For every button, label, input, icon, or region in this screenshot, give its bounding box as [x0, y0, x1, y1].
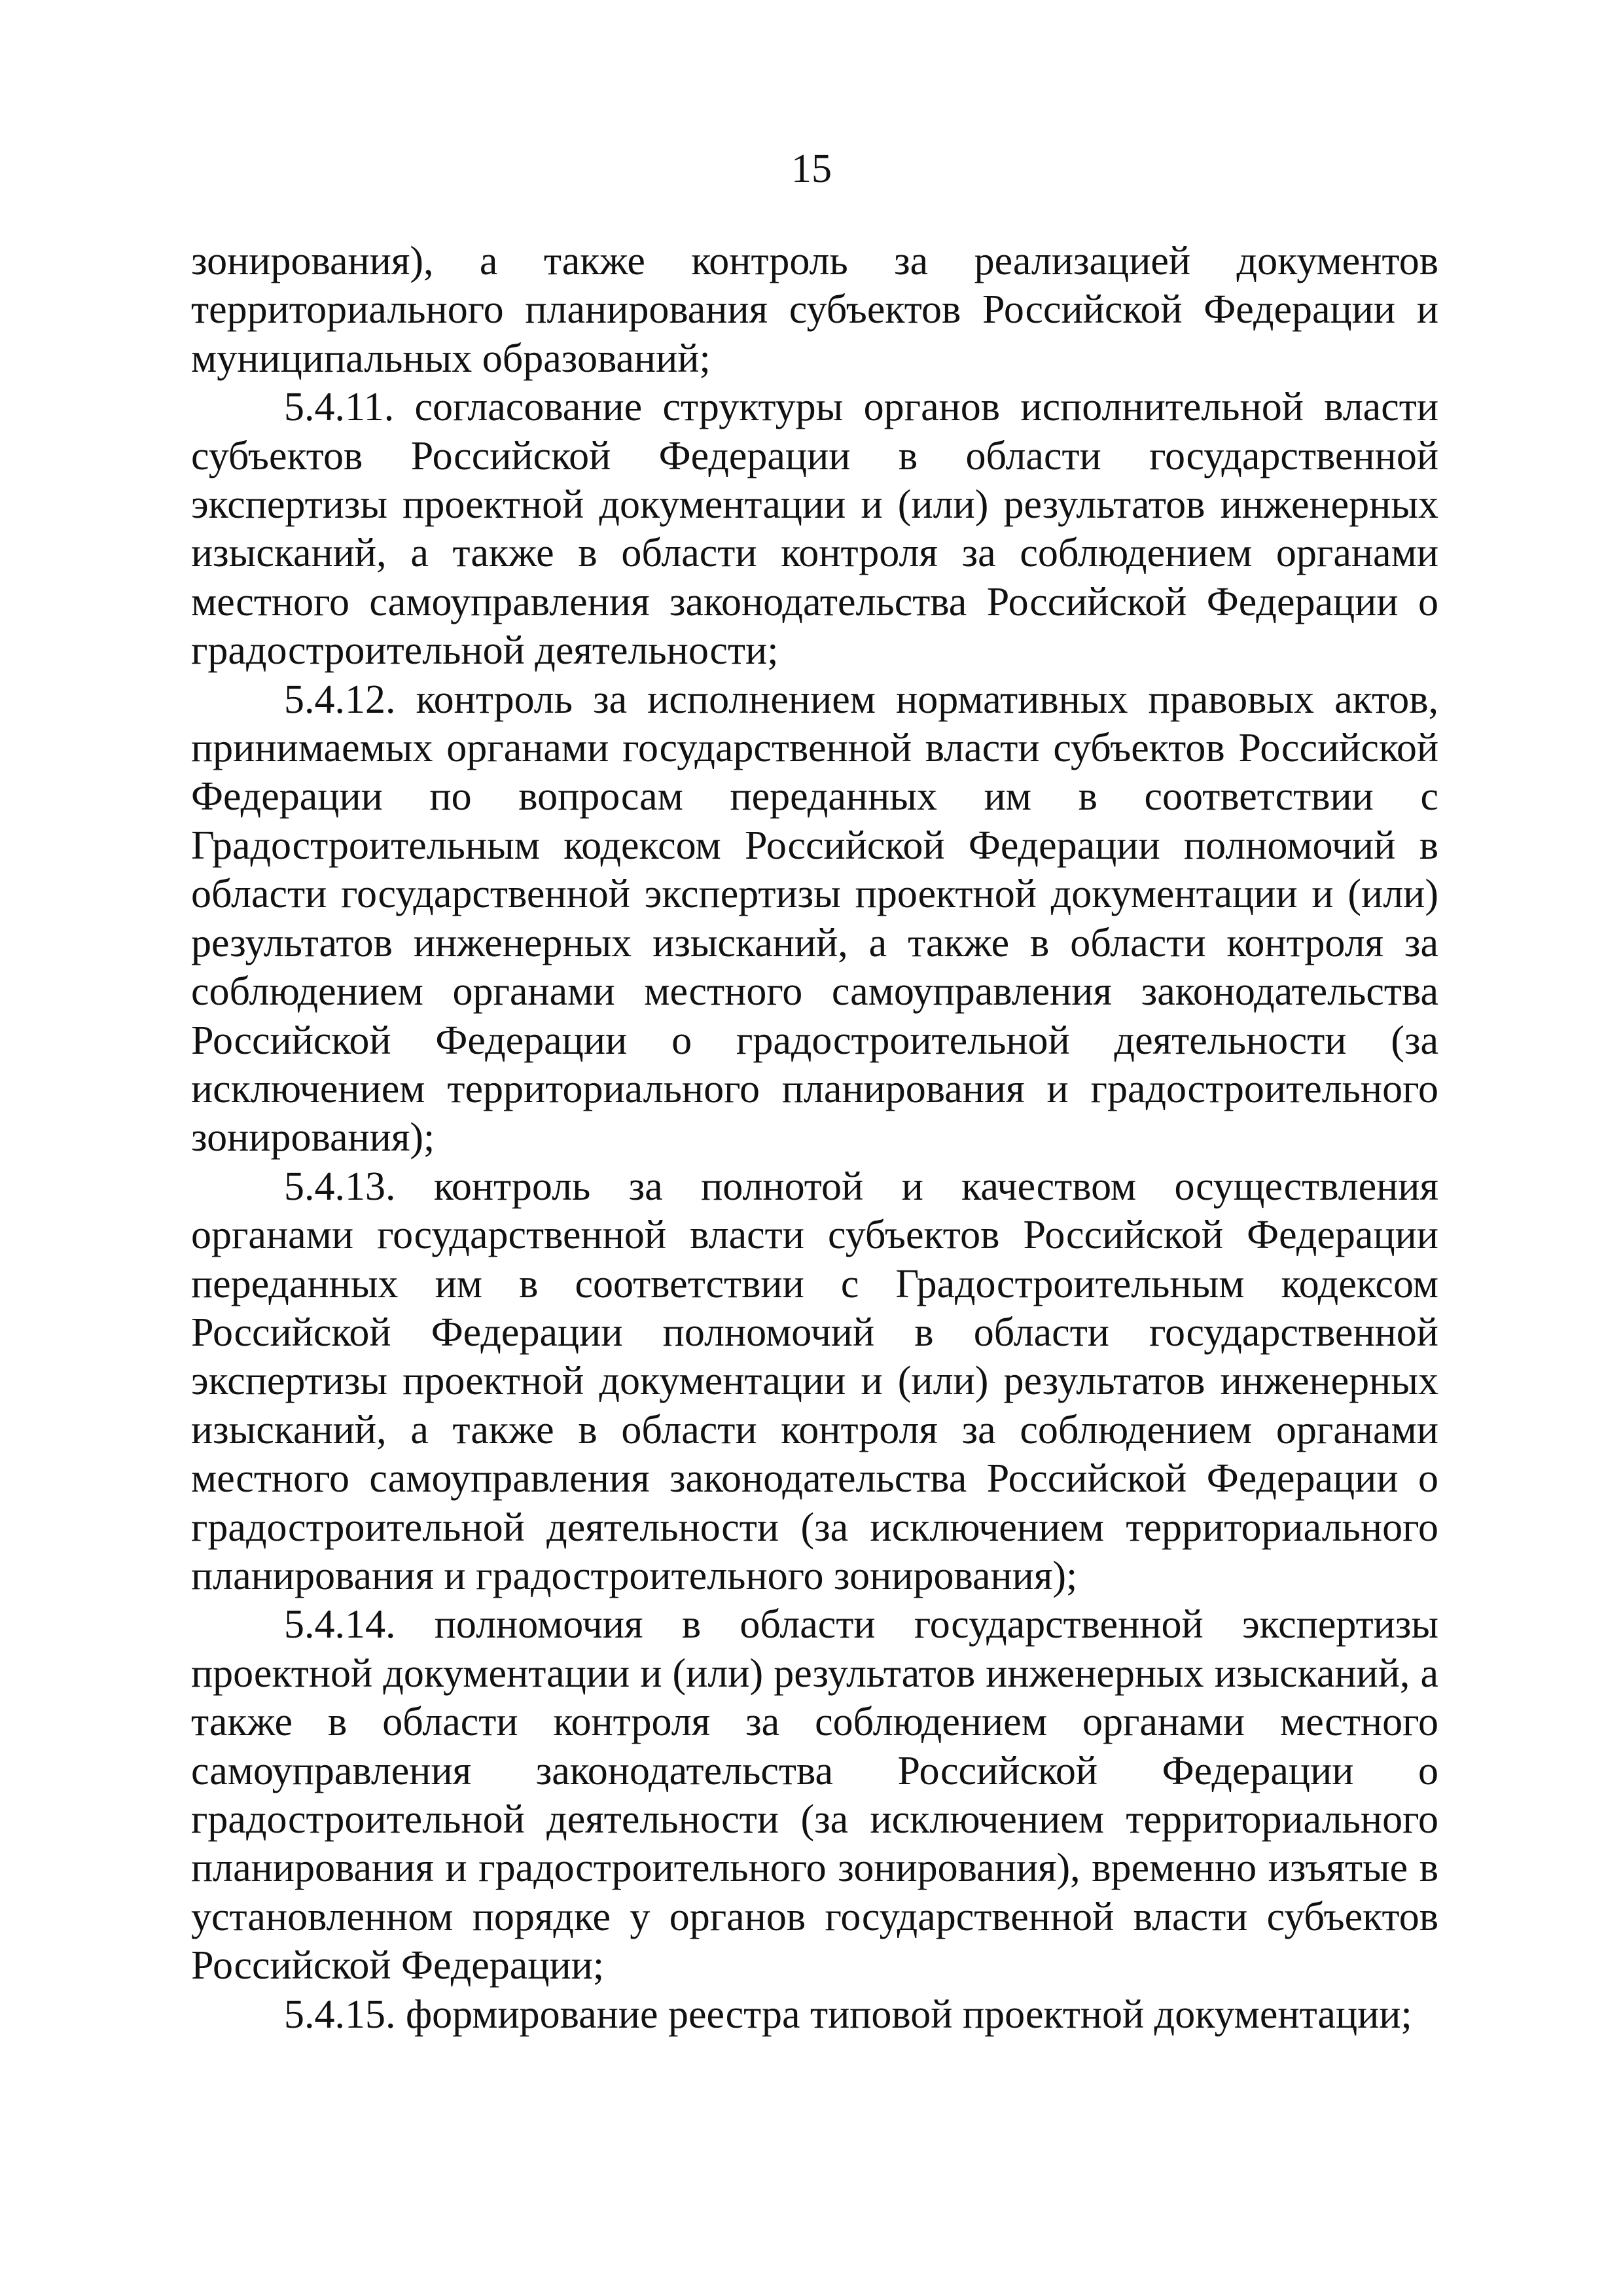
page-number: 15 [791, 147, 832, 191]
paragraph-5-4-15: 5.4.15. формирование реестра типовой проектной документации; [284, 1992, 1412, 2037]
paragraph-5-4-14: 5.4.14. полномочия в области государственной экспертизы проектной документации и (или) результатов инженерных изысканий, а также в области контроля за соблюдением органами местного самоуправления законодательства Российской Федерации о градостроительной деятельности (за исключением территориального планирования и градостроительного зонирования), временно изъятые в установленном порядке у органов государственной власти субъектов Российской Федерации; [191, 1602, 1438, 1988]
paragraph-5-4-11: 5.4.11. согласование структуры органов исполнительной власти субъектов Российской Федерации в области государственной экспертизы проектной документации и (или) результатов инженерных изысканий, а также в области контроля за соблюдением органами местного самоуправления законодательства Российской Федерации о градостроительной деятельности; [191, 385, 1438, 673]
paragraph-5-4-13: 5.4.13. контроль за полнотой и качеством осуществления органами государственной власти субъектов Российской Федерации переданных им в соответствии с Градостроительным кодексом Российской Федерации полномочий в области государственной экспертизы проектной документации и (или) результатов инженерных изысканий, а также в области контроля за соблюдением органами местного самоуправления законодательства Российской Федерации о градостроительной деятельности (за исключением территориального планирования и градостроительного зонирования); [191, 1164, 1438, 1598]
document-body [191, 237, 1438, 2039]
paragraph-continuation: зонирования), а также контроль за реализацией документов территориального планирования субъектов Российской Федерации и муниципальных образований; [191, 239, 1438, 381]
paragraph-5-4-12: 5.4.12. контроль за исполнением нормативных правовых актов, принимаемых органами государственной власти субъектов Российской Федерации по вопросам переданных им в соответствии с Градостроительным кодексом Российской Федерации полномочий в области государственной экспертизы проектной документации и (или) результатов инженерных изысканий, а также в области контроля за соблюдением органами местного самоуправления законодательства Российской Федерации о градостроительной деятельности (за исключением территориального планирования и градостроительного зонирования); [191, 677, 1438, 1160]
